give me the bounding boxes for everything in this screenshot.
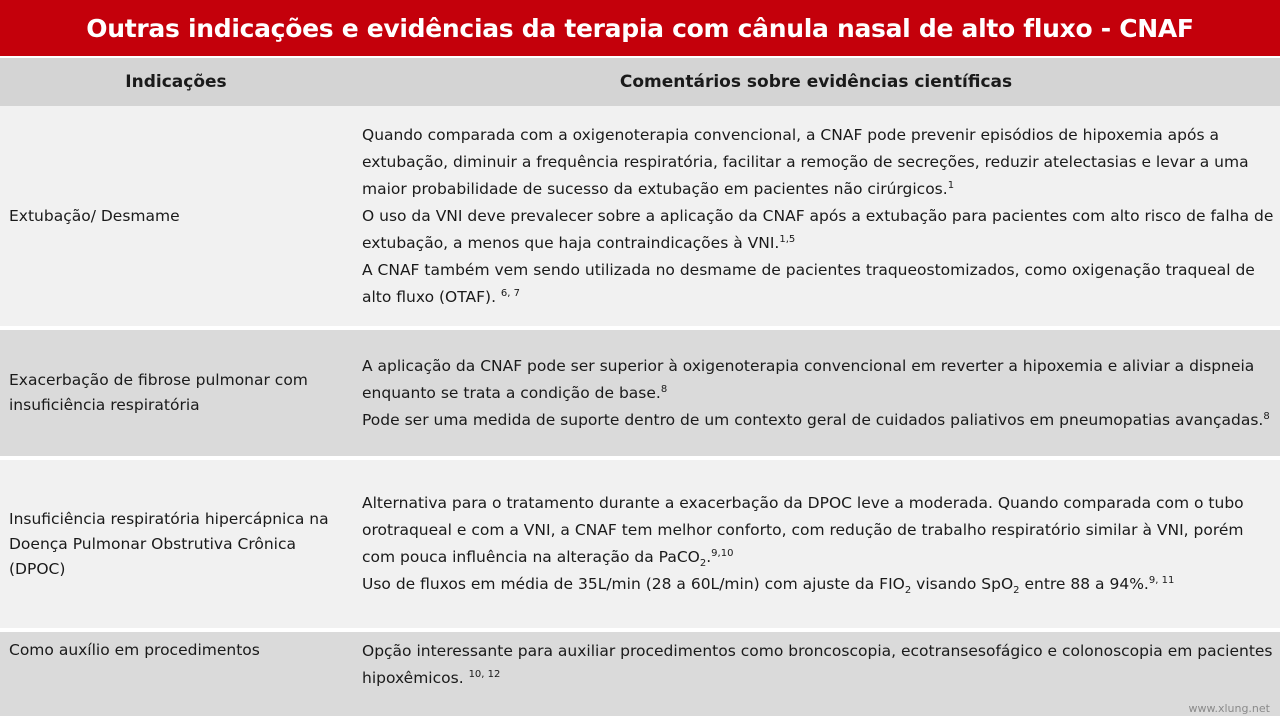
evidence-table <box>0 58 1280 716</box>
watermark: www.xlung.net <box>1188 702 1270 715</box>
table-row <box>0 632 1280 716</box>
page-title: Outras indicações e evidências da terapia com cânula nasal de alto fluxo - CNAF <box>86 13 1194 43</box>
comment-paragraph: Quando comparada com a oxigenoterapia convencional, a CNAF pode prevenir episódios de hipoxemia após a extubação, diminuir a frequência respiratória, facilitar a remoção de secreções, reduzir atelectasias e levar a uma maior probabilidade de sucesso da extubação em pacientes não cirúrgicos.$^1$ <box>362 125 1249 198</box>
reference-superscript: 8 <box>1263 410 1270 422</box>
reference-superscript: 1 <box>947 179 955 191</box>
comment-paragraph: A aplicação da CNAF pode ser superior à oxigenoterapia convencional em reverter a hipoxemia e aliviar a dispneia enquanto se trata a condição de base.$^8$ <box>362 356 1255 402</box>
comment-paragraph: Pode ser uma medida de suporte dentro de um contexto geral de cuidados paliativos em pneumopatias avançadas.$^8$ <box>362 410 1270 429</box>
indication-cell: Insuficiência respiratória hipercápnica na Doença Pulmonar Obstrutiva Crônica (DPOC) <box>9 509 329 578</box>
reference-superscript: 9, 11 <box>1148 575 1175 586</box>
reference-superscript: 10, 12 <box>468 669 501 680</box>
reference-superscript: 1,5 <box>779 233 796 245</box>
comment-paragraph: Opção interessante para auxiliar procedimentos como broncoscopia, ecotransesofágico e colonoscopia em pacientes hipoxêmicos. $^{10, 12}$ <box>362 642 1273 687</box>
comment-paragraph: Uso de fluxos em média de 35L/min (28 a 60L/min) com ajuste da $FIO_2$ visando SpO$_2$ entre 88 a 94%.$^{9, 11}$ <box>362 575 1175 596</box>
table-header <box>0 58 1280 106</box>
subscript: 2 <box>1013 585 1020 596</box>
comment-paragraph: O uso da VNI deve prevalecer sobre a aplicação da CNAF após a extubação para pacientes com alto risco de falha de extubação, a menos que haja contraindicações à VNI.$^{1,5}$ <box>362 206 1274 252</box>
subscript: 2 <box>699 558 707 569</box>
indication-cell: Extubação/ Desmame <box>9 206 180 225</box>
comments-cell <box>352 330 1280 456</box>
subscript: 2 <box>904 585 912 596</box>
comments-cell <box>352 460 1280 628</box>
reference-superscript: 9,10 <box>711 548 734 559</box>
table-row <box>0 106 1280 326</box>
header-indications: Indicações <box>125 72 227 92</box>
header-comments: Comentários sobre evidências científicas <box>619 72 1013 92</box>
indication-cell: Exacerbação de fibrose pulmonar com insuficiência respiratória <box>9 371 308 414</box>
comments-cell <box>352 106 1280 326</box>
table-row <box>0 460 1280 628</box>
comment-paragraph: A CNAF também vem sendo utilizada no desmame de pacientes traqueostomizados, como oxigenação traqueal de alto fluxo (OTAF). $^{6, 7}$ <box>362 260 1255 306</box>
reference-superscript: 8 <box>660 383 668 395</box>
title-bar <box>0 0 1280 56</box>
comment-paragraph: Alternativa para o tratamento durante a exacerbação da DPOC leve a moderada. Quando comparada com o tubo orotraqueal e com a VNI, a CNAF tem melhor conforto, com redução de trabalho respiratório similar à VNI, porém com pouca influência na alteração da PaCO$_2$.$^{9,10}$ <box>362 494 1244 569</box>
comments-cell <box>352 632 1280 716</box>
indication-cell: Como auxílio em procedimentos <box>9 641 260 659</box>
table-row <box>0 330 1280 456</box>
reference-superscript: 6, 7 <box>500 287 521 299</box>
